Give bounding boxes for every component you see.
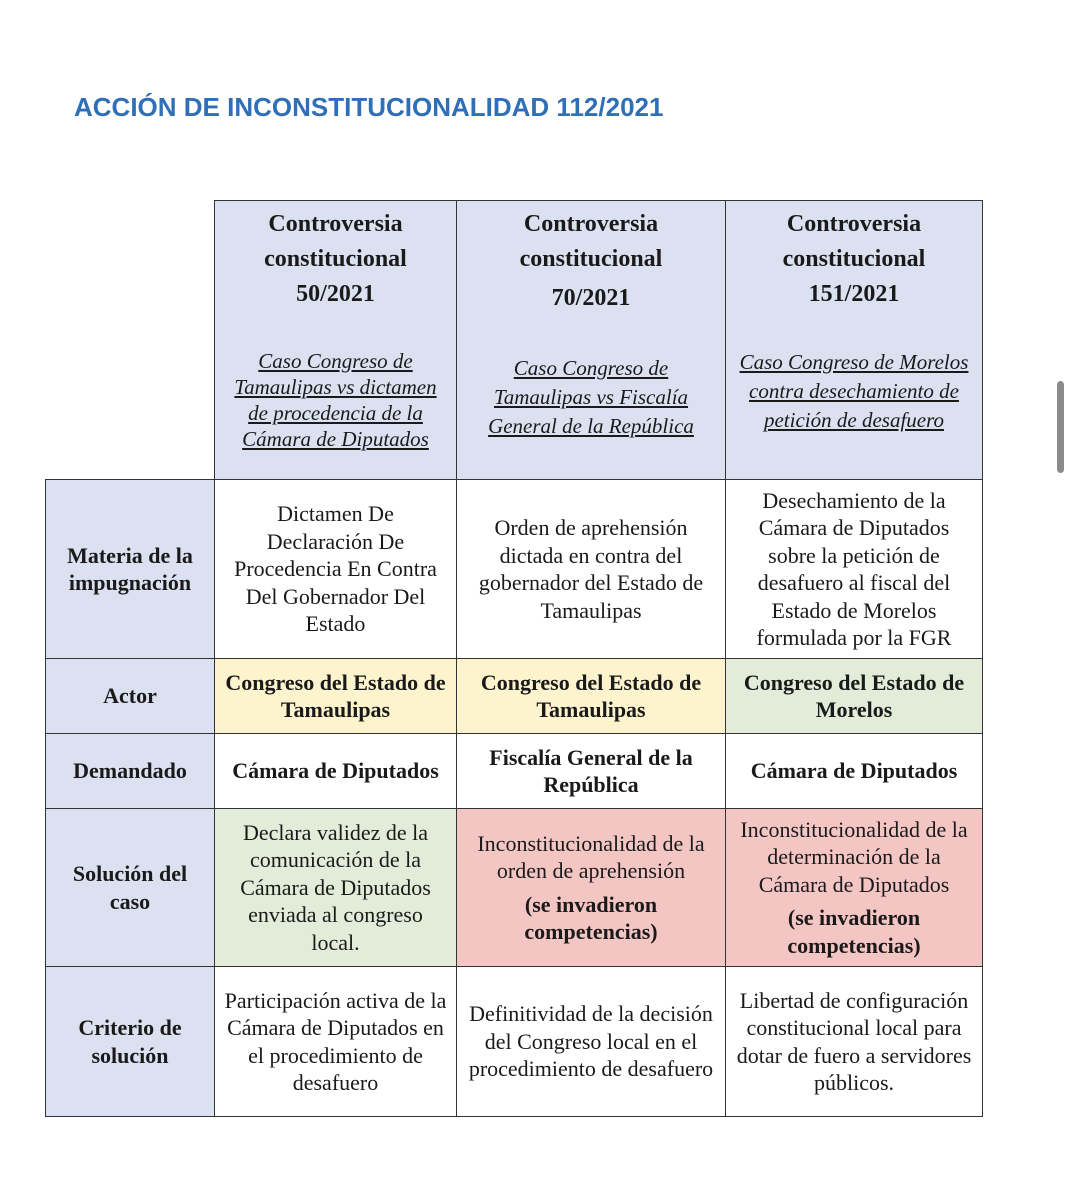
- cell-materia-151-2021: Desechamiento de la Cámara de Diputados sobre la petición de desafuero al fiscal del Estado de Morelos formulada por la FGR: [726, 480, 983, 659]
- column-case-description: Caso Congreso de Morelos contra desechamiento de petición de desafuero: [739, 350, 969, 432]
- empty-corner-cell: [46, 201, 215, 480]
- solucion-text: Declara validez de la comunicación de la Cámara de Diputados enviada al congreso local.: [240, 819, 431, 955]
- solucion-text: Inconstitucionalidad de la orden de aprehensión: [477, 830, 705, 883]
- column-header-151-2021: [726, 201, 983, 480]
- comparison-table: [45, 200, 983, 1117]
- cell-solucion-151-2021: [726, 809, 983, 967]
- cell-actor-50-2021: Congreso del Estado de Tamaulipas: [215, 659, 457, 734]
- solucion-note: (se invadieron competencias): [524, 891, 658, 944]
- cell-criterio-50-2021: Participación activa de la Cámara de Diputados en el procedimiento de desafuero: [215, 967, 457, 1117]
- cell-criterio-151-2021: Libertad de configuración constitucional local para dotar de fuero a servidores públicos.: [726, 967, 983, 1117]
- column-title-line1: Controversia: [523, 211, 659, 237]
- cell-actor-70-2021: Congreso del Estado de Tamaulipas: [457, 659, 726, 734]
- row-label-demandado: Demandado: [46, 734, 215, 809]
- column-title-line2: constitucional: [519, 246, 663, 272]
- table-row-actor: [46, 659, 983, 734]
- row-label-solucion: Solución del caso: [46, 809, 215, 967]
- table-row-demandado: [46, 734, 983, 809]
- cell-solucion-50-2021: [215, 809, 457, 967]
- cell-materia-70-2021: Orden de aprehensión dictada en contra del gobernador del Estado de Tamaulipas: [457, 480, 726, 659]
- column-case-description: Caso Congreso de Tamaulipas vs Fiscalía General de la República: [488, 356, 694, 438]
- cell-materia-50-2021: Dictamen De Declaración De Procedencia En Contra Del Gobernador Del Estado: [215, 480, 457, 659]
- cell-demandado-50-2021: Cámara de Diputados: [215, 734, 457, 809]
- column-title-line2: constitucional: [264, 246, 407, 272]
- cell-solucion-70-2021: [457, 809, 726, 967]
- page-title: ACCIÓN DE INCONSTITUCIONALIDAD 112/2021: [74, 92, 664, 122]
- column-case-number: 70/2021: [551, 285, 631, 311]
- table-row-criterio: [46, 967, 983, 1117]
- solucion-note: (se invadieron competencias): [787, 905, 921, 958]
- solucion-text: Inconstitucionalidad de la determinación de la Cámara de Diputados: [740, 816, 968, 897]
- column-case-description: Caso Congreso de Tamaulipas vs dictamen de procedencia de la Cámara de Diputados: [234, 349, 437, 451]
- column-case-number: 151/2021: [808, 281, 900, 307]
- column-title-line1: Controversia: [786, 211, 922, 237]
- cell-criterio-70-2021: Definitividad de la decisión del Congreso local en el procedimiento de desafuero: [457, 967, 726, 1117]
- column-title-line1: Controversia: [268, 211, 403, 237]
- column-title-line2: constitucional: [782, 246, 926, 272]
- row-label-actor: Actor: [46, 659, 215, 734]
- column-header-50-2021: [215, 201, 457, 480]
- cell-demandado-70-2021: Fiscalía General de la República: [457, 734, 726, 809]
- row-label-criterio: Criterio de solución: [46, 967, 215, 1117]
- table-row-solucion: [46, 809, 983, 967]
- scrollbar-thumb[interactable]: [1057, 381, 1064, 473]
- table-header-row: [46, 201, 983, 480]
- cell-demandado-151-2021: Cámara de Diputados: [726, 734, 983, 809]
- column-header-70-2021: [457, 201, 726, 480]
- cell-actor-151-2021: Congreso del Estado de Morelos: [726, 659, 983, 734]
- row-label-materia: Materia de la impugnación: [46, 480, 215, 659]
- column-case-number: 50/2021: [296, 281, 375, 307]
- table-row-materia: [46, 480, 983, 659]
